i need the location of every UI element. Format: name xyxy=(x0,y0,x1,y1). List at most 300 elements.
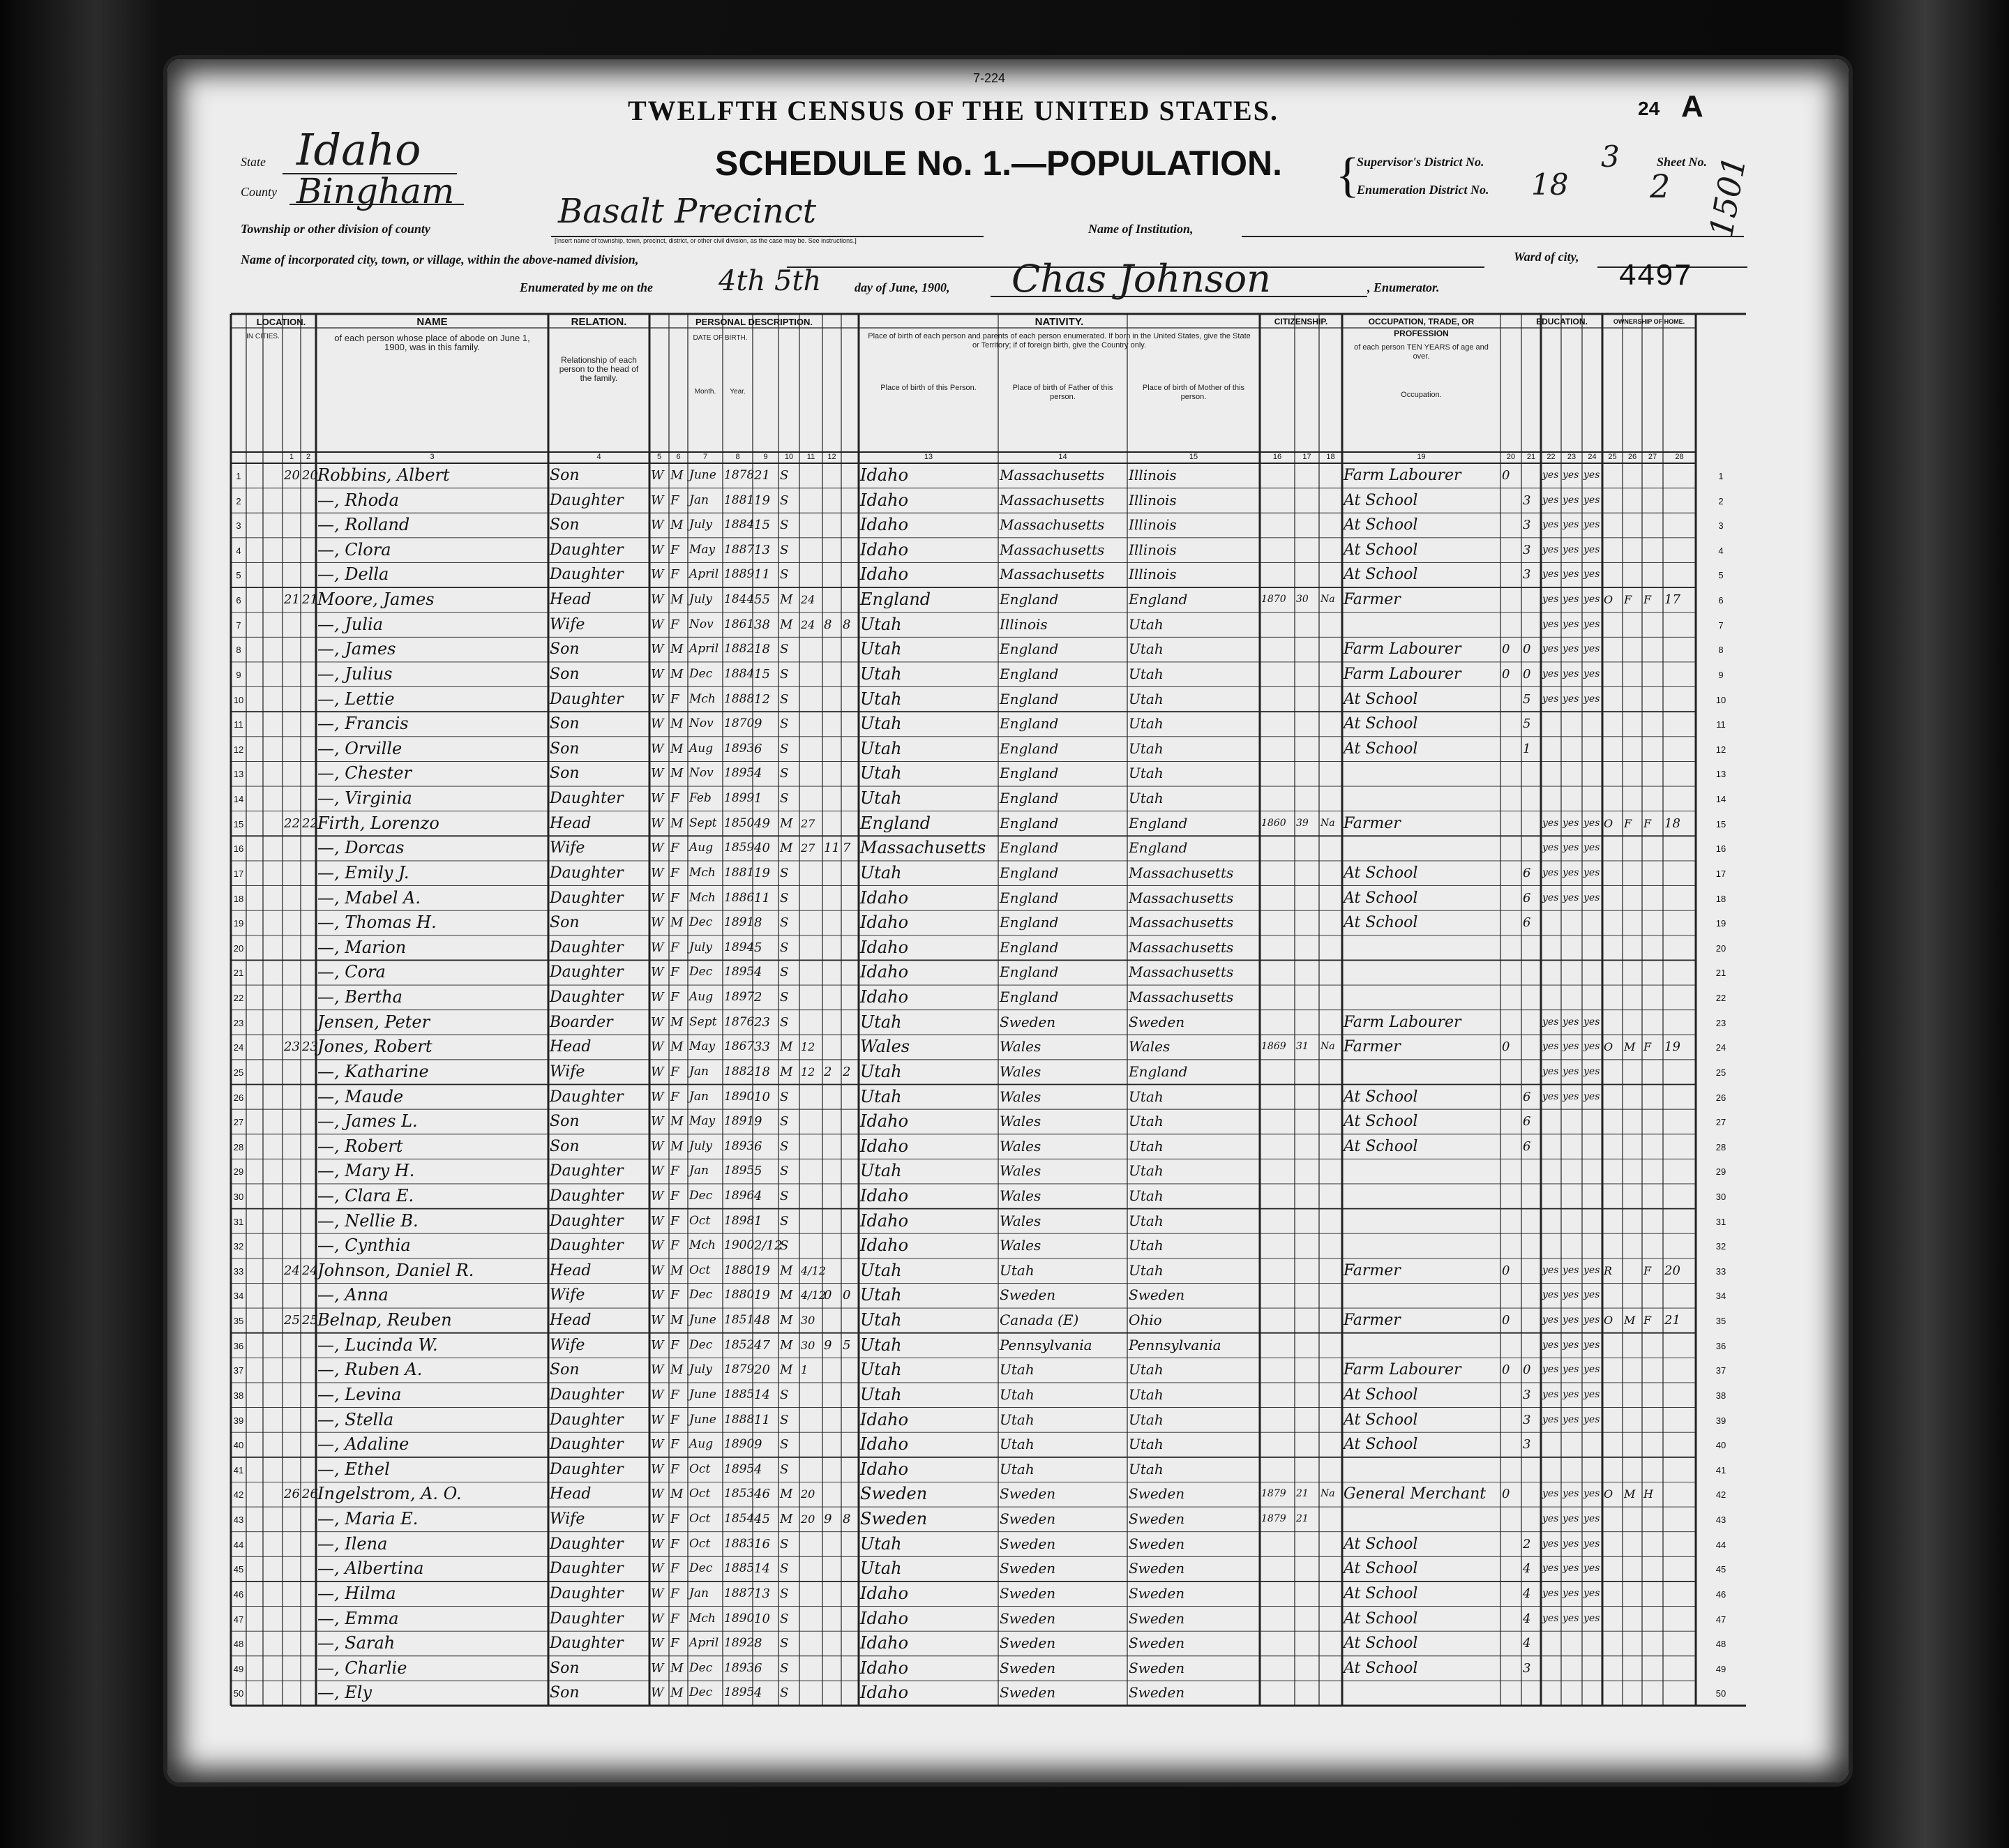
cell-month: Mch xyxy=(689,865,716,880)
cell-own: O xyxy=(1604,1314,1613,1328)
cell-pm: Sweden xyxy=(1129,1609,1185,1627)
cell-sched xyxy=(1664,836,1695,861)
cell-farm xyxy=(1643,712,1662,737)
table-row xyxy=(231,587,1746,613)
month-label: Month. xyxy=(694,388,716,396)
cell-yrs xyxy=(1296,1085,1318,1110)
cell-color: W xyxy=(651,1660,664,1676)
cell-pf: England xyxy=(1000,715,1059,733)
cell-sched: 20 xyxy=(1664,1263,1680,1278)
cell-sex: F xyxy=(670,1512,679,1527)
cell-farm: H xyxy=(1643,1487,1653,1501)
line-number-right: 39 xyxy=(1715,1415,1726,1426)
cell-own xyxy=(1604,1408,1622,1433)
table-row xyxy=(231,1308,1746,1333)
cell-sch xyxy=(1523,985,1540,1010)
cell-fam xyxy=(302,1209,315,1234)
cell-pm: Utah xyxy=(1129,1237,1164,1254)
cell-pb: Utah xyxy=(860,1360,902,1380)
cell-color: W xyxy=(651,617,664,632)
cell-ym xyxy=(801,488,822,513)
cell-cl xyxy=(843,1209,858,1234)
cell-pb: Idaho xyxy=(860,1683,909,1703)
cell-occ xyxy=(1344,985,1500,1010)
cell-fam xyxy=(302,1159,315,1184)
cell-read: yes xyxy=(1542,1016,1559,1028)
cell-sch: 6 xyxy=(1523,1114,1531,1129)
cell-age: 20 xyxy=(754,1362,770,1378)
cell-pb: Idaho xyxy=(860,1658,909,1678)
cell-ym xyxy=(801,1010,822,1035)
cell-year: 1895 xyxy=(724,1685,755,1700)
line-number-right: 44 xyxy=(1715,1539,1726,1550)
cell-unemp xyxy=(1502,1010,1521,1035)
cell-color: W xyxy=(651,841,664,856)
cell-own xyxy=(1604,538,1622,563)
cell-unemp xyxy=(1502,538,1521,563)
cell-cl xyxy=(843,1482,858,1507)
cell-cl xyxy=(843,463,858,488)
cell-yrs: 39 xyxy=(1296,817,1309,829)
cell-rel: Wife xyxy=(550,1286,585,1305)
cell-pb: Utah xyxy=(860,1384,902,1404)
cell-sched xyxy=(1664,513,1695,538)
cell-occ xyxy=(1344,836,1500,861)
cell-fam xyxy=(302,1556,315,1582)
cell-ms: S xyxy=(780,1014,789,1030)
sheet-no-value: 2 xyxy=(1650,167,1671,205)
cell-ch xyxy=(824,587,841,613)
cell-year: 1861 xyxy=(724,617,755,631)
cell-color: W xyxy=(651,1536,664,1552)
cell-eng: yes xyxy=(1583,1587,1600,1599)
cell-pm: Utah xyxy=(1129,615,1164,633)
cell-pm: Utah xyxy=(1129,739,1164,757)
cell-write: yes xyxy=(1563,1264,1579,1276)
cell-sched xyxy=(1664,463,1695,488)
cell-fam xyxy=(302,786,315,811)
cell-farm xyxy=(1643,886,1662,911)
cell-nat xyxy=(1320,662,1341,687)
cell-ch xyxy=(824,538,841,563)
cell-pm: Massachusetts xyxy=(1129,864,1234,881)
cell-color: W xyxy=(651,816,664,831)
cell-cl xyxy=(843,1109,858,1134)
cell-sched xyxy=(1664,1010,1695,1035)
cell-pm: Utah xyxy=(1129,1088,1164,1105)
cell-ms: M xyxy=(780,1263,793,1278)
cell-month: July xyxy=(689,518,712,532)
cell-sex: F xyxy=(670,890,679,906)
cell-write: yes xyxy=(1563,494,1579,506)
cell-pm: Utah xyxy=(1129,790,1164,807)
cell-color: W xyxy=(651,1437,664,1452)
cell-pf: Massachusetts xyxy=(1000,566,1105,583)
cell-imm xyxy=(1261,1432,1294,1457)
cell-yrs xyxy=(1296,463,1318,488)
cell-ms: S xyxy=(780,1660,789,1676)
cell-write: yes xyxy=(1563,1314,1579,1326)
cell-yrs: 21 xyxy=(1296,1513,1309,1525)
cell-fam xyxy=(302,1656,315,1681)
cell-color: W xyxy=(651,1238,664,1254)
cell-color: W xyxy=(651,1313,664,1328)
cell-year: 1896 xyxy=(724,1188,755,1203)
cell-pb: Utah xyxy=(860,862,902,882)
cell-sched xyxy=(1664,1457,1695,1482)
cell-nat xyxy=(1320,1109,1341,1134)
cell-unemp xyxy=(1502,1184,1521,1209)
cell-ms: S xyxy=(780,940,789,955)
cell-color: W xyxy=(651,1014,664,1030)
cell-unemp xyxy=(1502,886,1521,911)
cell-own xyxy=(1604,761,1622,786)
cell-nat xyxy=(1320,1556,1341,1582)
cell-farm: F xyxy=(1643,1263,1652,1277)
cell-year: 1882 xyxy=(724,1064,755,1079)
cell-rel: Head xyxy=(550,591,592,609)
cell-ms: S xyxy=(780,865,789,880)
cell-ms: S xyxy=(780,642,789,657)
line-number: 22 xyxy=(233,993,244,1004)
cell-pm: England xyxy=(1129,1062,1188,1080)
enumerator-name: Chas Johnson xyxy=(1011,257,1271,301)
cell-eng: yes xyxy=(1583,469,1600,481)
cell-sex: F xyxy=(670,990,679,1005)
cell-ym xyxy=(801,1159,822,1184)
cell-ms: M xyxy=(780,1039,793,1055)
line-number-right: 9 xyxy=(1718,669,1724,680)
cell-color: W xyxy=(651,1337,664,1353)
line-number-right: 48 xyxy=(1715,1639,1726,1650)
cell-pf: Massachusetts xyxy=(1000,467,1105,483)
cell-write: yes xyxy=(1563,469,1579,481)
cell-eng: yes xyxy=(1583,494,1600,506)
cell-month: Dec xyxy=(689,1188,713,1203)
cell-unemp xyxy=(1502,737,1521,762)
cell-own xyxy=(1604,910,1622,936)
sheet-number: 24 xyxy=(1638,98,1660,119)
cell-read: yes xyxy=(1542,1488,1559,1500)
cell-pm: Utah xyxy=(1129,1385,1164,1403)
cell-pb: Utah xyxy=(860,663,902,684)
cell-read: yes xyxy=(1542,1289,1559,1301)
cell-farm xyxy=(1643,936,1662,961)
cell-write: yes xyxy=(1563,1364,1579,1376)
cell-yrs xyxy=(1296,1060,1318,1085)
cell-sch xyxy=(1523,1060,1540,1085)
column-number-3: 3 xyxy=(430,453,435,461)
line-number: 40 xyxy=(233,1440,244,1451)
cell-occ: At School xyxy=(1344,566,1418,584)
cell-month: Jan xyxy=(689,493,709,507)
cell-ch xyxy=(824,1631,841,1656)
cell-imm xyxy=(1261,737,1294,762)
cell-own xyxy=(1604,488,1622,513)
line-number: 43 xyxy=(233,1515,244,1526)
line-number-right: 28 xyxy=(1715,1141,1726,1152)
cell-ch xyxy=(824,712,841,737)
cell-sex: F xyxy=(670,791,679,806)
cell-dw: 23 xyxy=(284,1039,300,1055)
cell-unemp xyxy=(1502,1159,1521,1184)
cell-age: 9 xyxy=(754,1114,762,1129)
cell-rel: Son xyxy=(550,665,580,683)
cell-rel: Daughter xyxy=(550,1460,624,1478)
cell-farm xyxy=(1643,562,1662,587)
cell-imm xyxy=(1261,1556,1294,1582)
cell-unemp xyxy=(1502,1607,1521,1632)
table-row xyxy=(231,1085,1746,1110)
cell-ch: 2 xyxy=(824,1064,832,1079)
cell-sched xyxy=(1664,613,1695,638)
cell-yrs xyxy=(1296,1184,1318,1209)
cell-eng xyxy=(1583,910,1602,936)
cell-color: W xyxy=(651,1412,664,1427)
line-number: 29 xyxy=(233,1166,244,1178)
cell-sched xyxy=(1664,538,1695,563)
table-row xyxy=(231,1432,1746,1457)
cell-read: yes xyxy=(1542,1041,1559,1053)
cell-nat xyxy=(1320,1507,1341,1532)
cell-farm xyxy=(1643,1233,1662,1259)
cell-mort xyxy=(1624,1408,1641,1433)
cell-rel: Wife xyxy=(550,1062,585,1081)
cell-sch: 0 xyxy=(1523,666,1531,682)
cell-nat xyxy=(1320,786,1341,811)
cell-rel: Daughter xyxy=(550,1237,624,1255)
cell-ch xyxy=(824,1556,841,1582)
cell-ch xyxy=(824,1358,841,1383)
cell-fam xyxy=(302,1408,315,1433)
cell-name: Moore, James xyxy=(317,589,435,610)
cell-sch: 3 xyxy=(1523,567,1531,583)
cell-farm xyxy=(1643,761,1662,786)
enumerated-day: 4th 5th xyxy=(718,265,822,297)
cell-rel: Daughter xyxy=(550,1609,624,1628)
cell-pf: Sweden xyxy=(1000,1485,1056,1503)
cell-pf: Massachusetts xyxy=(1000,541,1105,558)
line-number-right: 17 xyxy=(1715,868,1726,879)
cell-dw xyxy=(284,687,300,712)
cell-ym xyxy=(801,737,822,762)
cell-yrs xyxy=(1296,1209,1318,1234)
cell-sex: M xyxy=(670,915,684,931)
cell-mort xyxy=(1624,1109,1641,1134)
cell-cl xyxy=(843,1259,858,1284)
cell-sch xyxy=(1523,1233,1540,1259)
cell-sched xyxy=(1664,1283,1695,1308)
cell-imm: 1869 xyxy=(1261,1041,1286,1053)
cell-write xyxy=(1563,1432,1581,1457)
cell-cl xyxy=(843,786,858,811)
cell-mort xyxy=(1624,886,1641,911)
cell-rel: Daughter xyxy=(550,1162,624,1180)
line-number-right: 42 xyxy=(1715,1489,1726,1501)
line-number: 12 xyxy=(233,744,244,755)
cell-month: Oct xyxy=(689,1462,711,1476)
cell-eng xyxy=(1583,761,1602,786)
cell-rel: Daughter xyxy=(550,1212,624,1230)
cell-sch xyxy=(1523,1507,1540,1532)
cell-occ: Farm Labourer xyxy=(1344,665,1461,683)
cell-unemp: 0 xyxy=(1502,666,1510,682)
cell-eng xyxy=(1583,1681,1602,1706)
cell-eng: yes xyxy=(1583,1612,1600,1624)
line-number: 36 xyxy=(233,1340,244,1351)
line-number: 45 xyxy=(233,1564,244,1575)
cell-fam xyxy=(302,1532,315,1557)
cell-month: Mch xyxy=(689,691,716,706)
cell-sex: F xyxy=(670,1337,679,1353)
cell-yrs xyxy=(1296,662,1318,687)
cell-color: W xyxy=(651,890,664,906)
cell-eng xyxy=(1583,1134,1602,1159)
cell-color: W xyxy=(651,940,664,955)
cell-fam: 24 xyxy=(302,1263,318,1278)
cell-sched: 21 xyxy=(1664,1313,1680,1328)
group-personal-description: PERSONAL DESCRIPTION. xyxy=(695,317,813,327)
cell-own xyxy=(1604,1457,1622,1482)
cell-yrs xyxy=(1296,761,1318,786)
cell-eng xyxy=(1583,960,1602,985)
cell-ms: M xyxy=(780,841,793,856)
cell-yrs xyxy=(1296,1432,1318,1457)
cell-sched xyxy=(1664,936,1695,961)
line-number: 44 xyxy=(233,1539,244,1550)
cell-occ: At School xyxy=(1344,1436,1418,1454)
cell-year: 1885 xyxy=(724,1561,755,1576)
cell-mort xyxy=(1624,737,1641,762)
cell-pf: Wales xyxy=(1000,1113,1041,1130)
cell-own xyxy=(1604,1681,1622,1706)
cell-month: Mch xyxy=(689,1611,716,1625)
cell-yrs xyxy=(1296,1607,1318,1632)
cell-sch: 6 xyxy=(1523,1089,1531,1104)
cell-cl xyxy=(843,1656,858,1681)
cell-cl xyxy=(843,1358,858,1383)
cell-ms: S xyxy=(780,766,789,781)
cell-imm xyxy=(1261,562,1294,587)
cell-rel: Daughter xyxy=(550,889,624,907)
line-number: 14 xyxy=(233,794,244,805)
cell-nat xyxy=(1320,1383,1341,1408)
cell-color: W xyxy=(651,1164,664,1179)
line-number-right: 49 xyxy=(1715,1663,1726,1674)
column-number-22: 22 xyxy=(1547,453,1556,461)
cell-own xyxy=(1604,1507,1622,1532)
line-number-right: 22 xyxy=(1715,993,1726,1004)
cell-pm: Ohio xyxy=(1129,1312,1162,1329)
cell-eng: yes xyxy=(1583,1289,1600,1301)
cell-year: 1878 xyxy=(724,468,755,482)
cell-farm xyxy=(1643,910,1662,936)
line-number-right: 43 xyxy=(1715,1515,1726,1526)
cell-occ: Farm Labourer xyxy=(1344,1013,1461,1031)
cell-name: —, Marion xyxy=(317,937,407,957)
table-row xyxy=(231,936,1746,961)
cell-ms: S xyxy=(780,1114,789,1129)
cell-yrs xyxy=(1296,513,1318,538)
cell-month: Dec xyxy=(689,666,713,681)
cell-farm xyxy=(1643,1085,1662,1110)
cell-ch xyxy=(824,761,841,786)
cell-ms: M xyxy=(780,1064,793,1079)
cell-sex: F xyxy=(670,1164,679,1179)
cell-dw xyxy=(284,662,300,687)
cell-farm xyxy=(1643,1333,1662,1358)
cell-ch xyxy=(824,886,841,911)
line-number: 4 xyxy=(236,545,241,556)
cell-sch: 0 xyxy=(1523,1362,1531,1378)
cell-month: Aug xyxy=(689,1437,714,1452)
cell-name: —, Francis xyxy=(317,714,409,734)
cell-pb: Idaho xyxy=(860,912,909,933)
cell-mort xyxy=(1624,1233,1641,1259)
cell-nat xyxy=(1320,1582,1341,1607)
cell-color: W xyxy=(651,1188,664,1203)
line-number-right: 12 xyxy=(1715,744,1726,755)
cell-name: —, Sarah xyxy=(317,1633,396,1653)
cell-sched xyxy=(1664,1184,1695,1209)
cell-rel: Son xyxy=(550,1659,580,1677)
cell-pf: Wales xyxy=(1000,1162,1041,1180)
cell-read xyxy=(1542,1109,1560,1134)
cell-ym xyxy=(801,886,822,911)
cell-write xyxy=(1563,1134,1581,1159)
cell-farm xyxy=(1643,960,1662,985)
column-number-28: 28 xyxy=(1675,453,1684,461)
cell-age: 46 xyxy=(754,1487,770,1502)
cell-sched xyxy=(1664,1507,1695,1532)
cell-nat xyxy=(1320,985,1341,1010)
cell-ym: 12 xyxy=(801,1040,815,1054)
cell-sched xyxy=(1664,1085,1695,1110)
cell-pm: Utah xyxy=(1129,1261,1164,1279)
cell-ym xyxy=(801,985,822,1010)
sheet-letter: A xyxy=(1681,89,1703,123)
cell-rel: Daughter xyxy=(550,1385,624,1404)
cell-color: W xyxy=(651,1362,664,1378)
cell-fam xyxy=(302,513,315,538)
cell-cl xyxy=(843,1085,858,1110)
group-location: LOCATION. xyxy=(256,317,306,327)
cell-pm: Utah xyxy=(1129,715,1164,733)
cell-eng: yes xyxy=(1583,1065,1600,1077)
cell-fam xyxy=(302,1184,315,1209)
cell-cl xyxy=(843,1532,858,1557)
line-number-right: 19 xyxy=(1715,918,1726,929)
column-number-11: 11 xyxy=(806,453,815,461)
cell-farm xyxy=(1643,513,1662,538)
cell-yrs xyxy=(1296,1681,1318,1706)
line-number: 9 xyxy=(236,669,241,680)
cell-pf: Sweden xyxy=(1000,1584,1056,1602)
line-number: 31 xyxy=(233,1216,244,1227)
cell-pb: Utah xyxy=(860,614,902,634)
cell-sched xyxy=(1664,737,1695,762)
cell-write xyxy=(1563,1631,1581,1656)
cell-yrs xyxy=(1296,1259,1318,1284)
line-number-right: 5 xyxy=(1718,570,1724,581)
cell-eng: yes xyxy=(1583,1314,1600,1326)
column-number-14: 14 xyxy=(1058,453,1067,461)
cell-occ xyxy=(1344,960,1500,985)
cell-cl xyxy=(843,562,858,587)
cell-color: W xyxy=(651,1114,664,1129)
cell-rel: Son xyxy=(550,516,580,534)
table-row xyxy=(231,1507,1746,1532)
